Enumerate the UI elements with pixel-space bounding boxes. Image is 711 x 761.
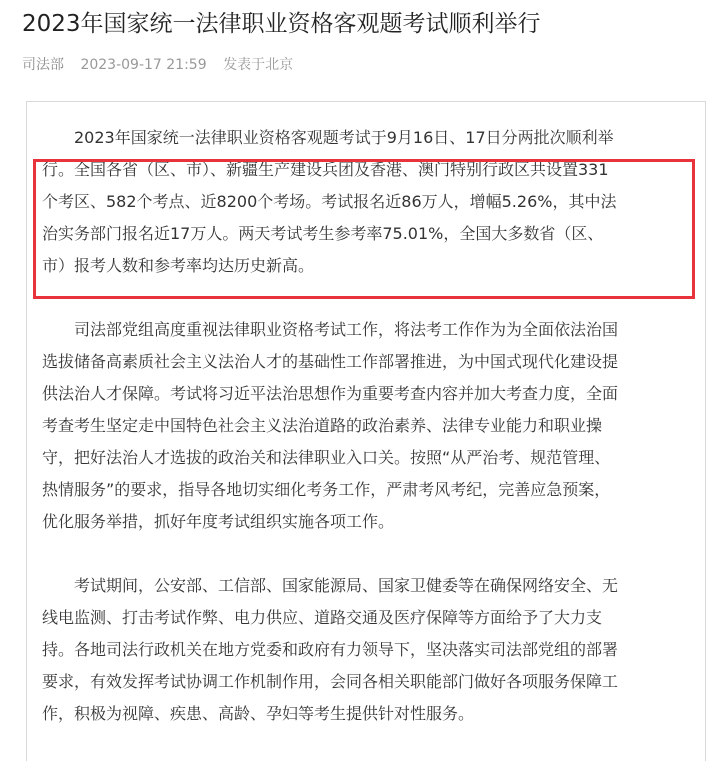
paragraph-3 xyxy=(42,570,692,730)
paragraph-line: 供法治人才保障。考试将习近平法治思想作为重要考查内容并加大考查力度，全面 xyxy=(42,384,619,403)
article-meta xyxy=(22,55,293,75)
paragraph-1 xyxy=(42,122,692,282)
paragraph-line: 作，积极为视障、疾患、高龄、孕妇等考生提供针对性服务。 xyxy=(42,704,475,723)
paragraph-line: 考试期间，公安部、工信部、国家能源局、国家卫健委等在确保网络安全、无 xyxy=(74,576,619,595)
source-link[interactable]: 司法部 xyxy=(22,57,64,73)
paragraph-line: 线电监测、打击考试作弊、电力供应、道路交通及医疗保障等方面给予了大力支 xyxy=(42,608,603,627)
paragraph-line: 行。全国各省（区、市）、新疆生产建设兵团及香港、澳门特别行政区共设置331 xyxy=(42,160,609,179)
paragraph-line: 优化服务举措，抓好年度考试组织实施各项工作。 xyxy=(42,512,395,531)
publish-datetime: 2023-09-17 21:59 xyxy=(80,57,207,73)
paragraph-line: 考查考生坚定走中国特色社会主义法治道路的政治素养、法律专业能力和职业操 xyxy=(42,416,603,435)
paragraph-line: 选拔储备高素质社会主义法治人才的基础性工作部署推进，为中国式现代化建设提 xyxy=(42,352,619,371)
paragraph-line: 市）报考人数和参考率均达历史新高。 xyxy=(42,256,315,275)
paragraph-line: 治实务部门报名近17万人。两天考试考生参考率75.01%，全国大多数省（区、 xyxy=(42,224,604,243)
paragraph-line: 个考区、582个考点、近8200个考场。考试报名近86万人，增幅5.26%，其中法 xyxy=(42,192,617,211)
paragraph-line: 2023年国家统一法律职业资格客观题考试于9月16日、17日分两批次顺利举 xyxy=(74,128,614,147)
paragraph-line: 守，把好法治人才选拔的政治关和法律职业入口关。按照“从严治考、规范管理、 xyxy=(42,448,611,467)
paragraph-line: 要求，有效发挥考试协调工作机制作用，会同各相关职能部门做好各项服务保障工 xyxy=(42,672,619,691)
article-title: 2023年国家统一法律职业资格客观题考试顺利举行 xyxy=(22,11,541,37)
paragraph-line: 持。各地司法行政机关在地方党委和政府有力领导下，坚决落实司法部党组的部署 xyxy=(42,640,619,659)
paragraph-line: 司法部党组高度重视法律职业资格考试工作，将法考工作作为为全面依法治国 xyxy=(74,320,619,339)
paragraph-2 xyxy=(42,314,692,538)
paragraph-line: 热情服务”的要求，指导各地切实细化考务工作，严肃考风考纪，完善应急预案， xyxy=(42,480,611,499)
publish-location: 发表于北京 xyxy=(223,57,294,73)
